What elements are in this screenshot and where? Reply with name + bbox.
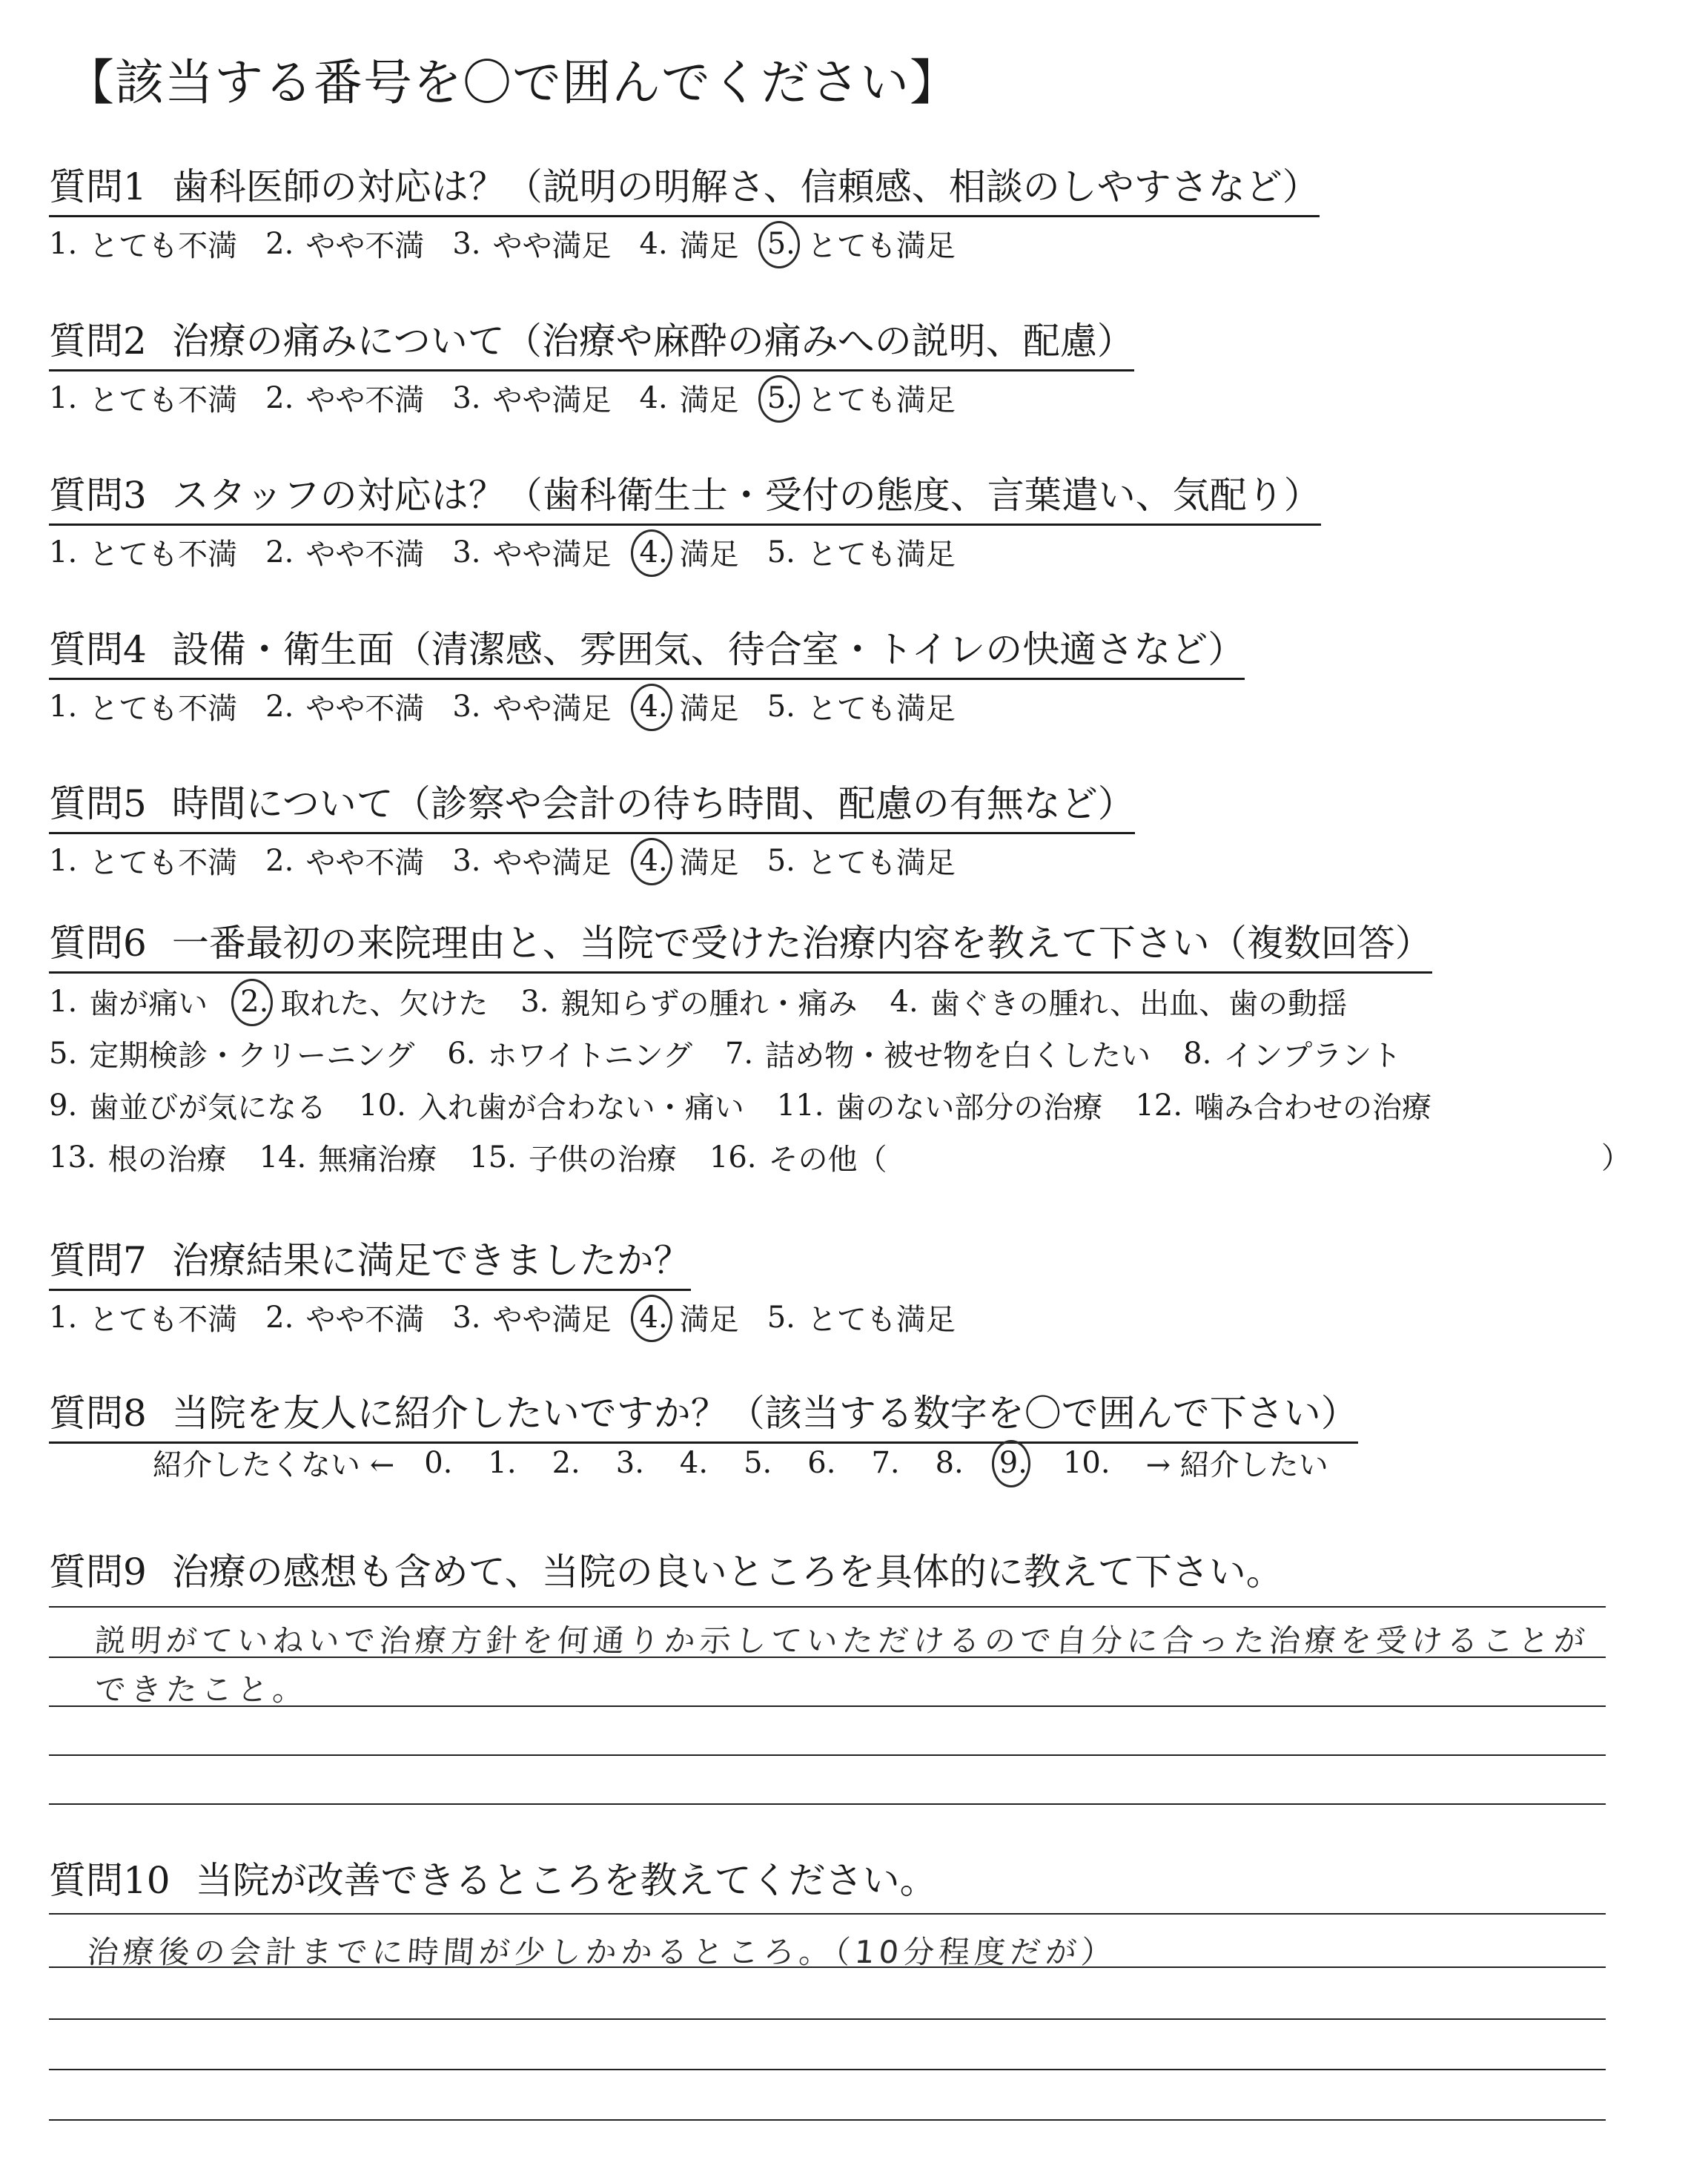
option-number: 2. <box>265 535 294 569</box>
q6-row-4 <box>49 1136 920 1178</box>
q8-number-0[interactable]: 0. <box>424 1445 453 1480</box>
option-label: 歯が痛い <box>89 987 208 1021</box>
q3-text: スタッフの対応は？（歯科衛生士・受付の態度、言葉遣い、気配り） <box>171 474 1321 517</box>
option-label: とても不満 <box>89 229 238 263</box>
q9-rule-1 <box>49 1606 1606 1608</box>
q8-label: 質問8 <box>49 1392 147 1435</box>
option-number: 3. <box>452 843 481 878</box>
q8-number-7[interactable]: 7. <box>871 1445 900 1480</box>
option-label: その他（ <box>768 1143 887 1177</box>
option-number: 4. <box>639 843 668 878</box>
q6-option-1[interactable] <box>49 980 208 1023</box>
option-number: 1. <box>49 226 78 261</box>
option-number: 3. <box>452 226 481 261</box>
option-number: 14. <box>259 1140 307 1175</box>
q4-option-5[interactable] <box>767 685 956 727</box>
option-label: やや満足 <box>492 1303 612 1337</box>
page-title: 【該当する番号を〇で囲んでください】 <box>65 54 959 111</box>
option-label: とても不満 <box>89 846 238 880</box>
q2-option-3[interactable] <box>452 377 611 419</box>
q10-text: 当院が改善できるところを教えてください。 <box>195 1859 937 1902</box>
option-number: 3. <box>452 380 481 415</box>
q10-label: 質問10 <box>49 1859 171 1902</box>
q6-option-8[interactable] <box>1183 1032 1401 1074</box>
q1-text: 歯科医師の対応は？（説明の明解さ、信頼感、相談のしやすさなど） <box>171 165 1320 208</box>
q6-row-2 <box>49 1032 1434 1074</box>
q8-number-6[interactable]: 6. <box>807 1445 836 1480</box>
option-number: 1. <box>49 535 78 569</box>
q1-option-2[interactable] <box>265 222 424 265</box>
option-number: 3. <box>452 1300 481 1335</box>
q7-option-5[interactable] <box>767 1296 956 1338</box>
q6-row-1 <box>49 980 1380 1023</box>
option-label: ホワイトニング <box>487 1039 692 1073</box>
option-number: 3. <box>452 689 481 724</box>
q1-option-3[interactable] <box>452 222 611 265</box>
q8-number-8[interactable]: 8. <box>935 1445 964 1480</box>
q6-option-5[interactable] <box>49 1032 414 1074</box>
option-label: 満足 <box>679 229 739 263</box>
q8-text: 当院を友人に紹介したいですか？（該当する数字を〇で囲んで下さい） <box>171 1392 1358 1435</box>
q8-heading <box>49 1384 1358 1444</box>
option-label: 歯のない部分の治療 <box>835 1091 1103 1125</box>
q1-option-4[interactable] <box>640 222 739 265</box>
q8-number-2[interactable]: 2. <box>552 1445 580 1480</box>
q7-option-1[interactable] <box>49 1296 237 1338</box>
q1-label: 質問1 <box>49 165 147 208</box>
q5-label: 質問5 <box>49 782 147 825</box>
option-number: 1. <box>49 984 78 1019</box>
q4-option-2[interactable] <box>265 685 424 727</box>
option-number: 1. <box>49 843 78 878</box>
q10-rule-3 <box>49 2018 1606 2020</box>
q8-right-label: → 紹介したい <box>1145 1448 1328 1482</box>
q6-option-4[interactable] <box>890 980 1348 1023</box>
option-number: 5. <box>767 380 795 415</box>
q6-option-13[interactable] <box>49 1136 227 1178</box>
option-number: 4. <box>639 535 668 569</box>
q9-label: 質問9 <box>49 1550 147 1593</box>
option-number: 11. <box>776 1088 824 1123</box>
q9-rule-3 <box>49 1705 1606 1707</box>
q10-rule-4 <box>49 2069 1606 2070</box>
option-number: 4. <box>639 380 668 415</box>
q10-rule-2 <box>49 1966 1606 1968</box>
option-number: 4. <box>639 1300 668 1335</box>
q5-heading <box>49 774 1135 834</box>
q6-option-7[interactable] <box>725 1032 1151 1074</box>
option-label: やや不満 <box>305 229 425 263</box>
option-label: 満足 <box>679 846 739 880</box>
option-number: 9. <box>49 1088 78 1123</box>
option-label: やや満足 <box>492 846 612 880</box>
option-label: 歯ぐきの腫れ、出血、歯の動揺 <box>930 987 1348 1021</box>
option-number: 2. <box>265 226 294 261</box>
option-number: 1. <box>49 380 78 415</box>
q4-label: 質問4 <box>49 628 147 671</box>
option-number: 15. <box>469 1140 517 1175</box>
q3-options <box>49 531 984 573</box>
q5-option-2[interactable] <box>265 839 424 882</box>
q8-number-3[interactable]: 3. <box>615 1445 644 1480</box>
option-number: 1. <box>49 1300 78 1335</box>
option-label: とても不満 <box>89 692 238 726</box>
q3-option-5[interactable] <box>767 531 956 573</box>
q5-option-3[interactable] <box>452 839 611 882</box>
option-label: 根の治療 <box>107 1143 227 1177</box>
option-number: 3. <box>452 535 481 569</box>
option-label: やや不満 <box>305 1303 425 1337</box>
q4-option-1[interactable] <box>49 685 237 727</box>
q8-numbers <box>424 1446 1145 1480</box>
q2-heading <box>49 311 1134 371</box>
option-label: とても満足 <box>807 692 956 726</box>
q8-number-9[interactable]: 9. <box>999 1445 1027 1480</box>
option-label: とても満足 <box>807 1303 956 1337</box>
q9-rule-4 <box>49 1754 1606 1756</box>
option-label: やや満足 <box>492 692 612 726</box>
q6-option-16[interactable] <box>709 1136 887 1178</box>
option-label: やや満足 <box>492 538 612 572</box>
option-number: 8. <box>1183 1036 1212 1071</box>
q10-heading <box>49 1851 937 1909</box>
option-number: 5. <box>767 1300 795 1335</box>
option-number: 3. <box>520 984 549 1019</box>
option-label: やや不満 <box>305 383 425 417</box>
q1-option-1[interactable] <box>49 222 237 265</box>
q6-other-close: ） <box>1601 1141 1631 1175</box>
option-number: 6. <box>447 1036 476 1071</box>
q8-number-5[interactable]: 5. <box>744 1445 772 1480</box>
option-number: 12. <box>1135 1088 1183 1123</box>
option-label: やや不満 <box>305 538 425 572</box>
q8-number-1[interactable]: 1. <box>488 1445 517 1480</box>
q6-option-9[interactable] <box>49 1084 326 1126</box>
q3-heading <box>49 466 1321 526</box>
q4-text: 設備・衛生面（清潔感、雰囲気、待合室・トイレの快適さなど） <box>171 628 1245 671</box>
q10-rule-5 <box>49 2119 1606 2121</box>
q6-option-3[interactable] <box>520 980 857 1023</box>
q7-option-2[interactable] <box>265 1296 424 1338</box>
q1-option-5[interactable] <box>767 222 956 265</box>
q10-rule-1 <box>49 1913 1606 1915</box>
option-label: 詰め物・被せ物を白くしたい <box>765 1039 1151 1073</box>
q6-option-10[interactable] <box>359 1084 744 1126</box>
option-number: 5. <box>767 689 795 724</box>
q2-options <box>49 377 984 419</box>
q8-left-label: 紹介したくない ← <box>153 1448 395 1482</box>
option-number: 4. <box>639 689 668 724</box>
option-number: 5. <box>767 843 795 878</box>
option-label: とても不満 <box>89 1303 238 1337</box>
option-number: 7. <box>724 1036 754 1071</box>
q8-number-4[interactable]: 4. <box>679 1445 709 1480</box>
q6-option-14[interactable] <box>259 1136 437 1178</box>
option-number: 2. <box>265 380 294 415</box>
option-label: とても満足 <box>807 846 956 880</box>
q8-scale <box>153 1441 1328 1484</box>
q9-rule-2 <box>49 1657 1606 1658</box>
q3-option-2[interactable] <box>265 531 424 573</box>
q9-answer-line-1: 説明がていねいで治療方針を何通りか示していただけるので自分に合った治療を受けることが <box>93 1622 1591 1659</box>
q5-options <box>49 839 984 882</box>
option-number: 2. <box>265 689 294 724</box>
q3-label: 質問3 <box>49 474 147 517</box>
q5-option-1[interactable] <box>49 839 237 882</box>
q2-text: 治療の痛みについて（治療や麻酔の痛みへの説明、配慮） <box>171 320 1134 363</box>
option-number: 2. <box>265 843 294 878</box>
q7-text: 治療結果に満足できましたか？ <box>171 1239 691 1282</box>
option-number: 4. <box>890 984 918 1019</box>
option-label: やや満足 <box>492 229 612 263</box>
option-label: 無痛治療 <box>318 1143 437 1177</box>
option-label: 取れた、欠けた <box>280 987 489 1021</box>
q6-option-15[interactable] <box>469 1136 677 1178</box>
option-label: とても満足 <box>807 383 956 417</box>
q4-options <box>49 685 984 727</box>
option-label: とても不満 <box>89 383 238 417</box>
q8-number-10[interactable]: 10. <box>1062 1445 1110 1480</box>
option-label: とても満足 <box>807 538 956 572</box>
q6-text: 一番最初の来院理由と、当院で受けた治療内容を教えて下さい（複数回答） <box>171 922 1432 965</box>
option-label: やや不満 <box>305 846 425 880</box>
q3-option-1[interactable] <box>49 531 237 573</box>
q2-option-5[interactable] <box>767 377 956 419</box>
option-label: 満足 <box>679 692 739 726</box>
option-label: インプラント <box>1223 1039 1402 1073</box>
q6-option-2[interactable] <box>240 980 488 1023</box>
q5-option-5[interactable] <box>767 839 956 882</box>
q9-text: 治療の感想も含めて、当院の良いところを具体的に教えて下さい。 <box>171 1550 1283 1593</box>
option-label: 満足 <box>679 1303 739 1337</box>
q5-text: 時間について（診察や会計の待ち時間、配慮の有無など） <box>171 782 1135 825</box>
q4-option-4[interactable] <box>640 685 739 727</box>
option-number: 5. <box>767 535 795 569</box>
option-number: 2. <box>265 1300 294 1335</box>
q2-option-2[interactable] <box>265 377 424 419</box>
q7-option-3[interactable] <box>452 1296 611 1338</box>
q10-answer-line-1: 治療後の会計までに時間が少しかかるところ。（10分程度だが） <box>86 1934 1118 1970</box>
q4-heading <box>49 620 1245 680</box>
q9-rule-5 <box>49 1803 1606 1805</box>
option-number: 5. <box>767 226 795 261</box>
q6-option-12[interactable] <box>1135 1084 1431 1126</box>
option-label: 親知らずの腫れ・痛み <box>560 987 858 1021</box>
q6-option-6[interactable] <box>447 1032 692 1074</box>
option-label: 噛み合わせの治療 <box>1194 1091 1432 1125</box>
q5-option-4[interactable] <box>640 839 739 882</box>
q1-options <box>49 222 984 265</box>
q7-heading <box>49 1231 691 1291</box>
q9-heading <box>49 1542 1283 1600</box>
q7-options <box>49 1296 984 1338</box>
option-label: とても不満 <box>89 538 238 572</box>
q2-option-1[interactable] <box>49 377 237 419</box>
option-label: 満足 <box>679 538 739 572</box>
q1-heading <box>49 157 1320 217</box>
q6-heading <box>49 914 1432 974</box>
q9-answer-line-2: できたこと。 <box>93 1671 310 1708</box>
option-label: 入れ歯が合わない・痛い <box>417 1091 744 1125</box>
q2-label: 質問2 <box>49 320 147 363</box>
option-number: 16. <box>709 1140 757 1175</box>
option-number: 13. <box>49 1140 96 1175</box>
q7-option-4[interactable] <box>640 1296 739 1338</box>
q3-option-3[interactable] <box>452 531 611 573</box>
option-number: 2. <box>240 984 269 1019</box>
option-label: 歯並びが気になる <box>89 1091 327 1125</box>
option-number: 1. <box>49 689 78 724</box>
option-label: とても満足 <box>807 229 956 263</box>
q2-option-4[interactable] <box>640 377 739 419</box>
option-label: 定期検診・クリーニング <box>89 1039 415 1073</box>
q7-label: 質問7 <box>49 1239 147 1282</box>
q6-option-11[interactable] <box>777 1084 1103 1126</box>
option-number: 4. <box>639 226 668 261</box>
option-number: 10. <box>359 1088 406 1123</box>
option-label: 満足 <box>679 383 739 417</box>
q3-option-4[interactable] <box>640 531 739 573</box>
q6-label: 質問6 <box>49 922 147 965</box>
option-label: やや不満 <box>305 692 425 726</box>
q6-row-3 <box>49 1084 1464 1126</box>
option-label: やや満足 <box>492 383 612 417</box>
q4-option-3[interactable] <box>452 685 611 727</box>
option-number: 5. <box>49 1036 78 1071</box>
option-label: 子供の治療 <box>528 1143 677 1177</box>
